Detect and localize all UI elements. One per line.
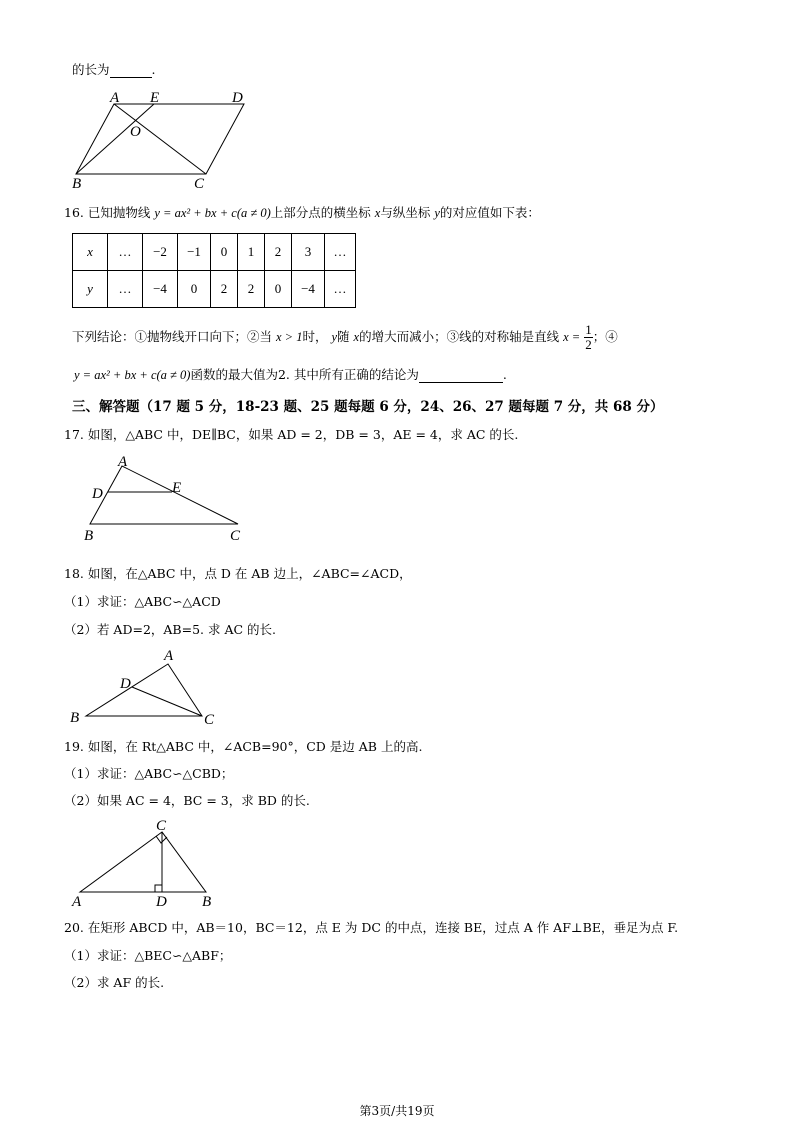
q16-line2 [74, 367, 507, 383]
label-c: C [230, 528, 241, 544]
label-c: C [156, 818, 167, 834]
q16-intro-mid: 上部分点的横坐标 [270, 205, 371, 220]
q19-text: 19. 如图，在 Rt△ABC 中，∠ACB=90°，CD 是边 AB 上的高. [64, 739, 423, 754]
label-d: D [120, 676, 131, 692]
table-cell: 0 [211, 234, 238, 271]
label-d: D [232, 90, 243, 106]
q18-part2: （2）若 AD=2，AB=5. 求 AC 的长. [64, 622, 276, 637]
q16-conclusions-mid3: 的增大而减小；③线的对称轴是直线 [359, 329, 560, 344]
q19-figure [70, 816, 220, 908]
q16-var-x-2: x [353, 330, 360, 344]
q17-text: 17. 如图，△ABC 中，DE∥BC，如果 AD = 2，DB = 3，AE = 4，求 AC 的长. [64, 427, 519, 442]
table-cell: 1 [238, 234, 265, 271]
triangle-abc [80, 832, 206, 892]
q16-intro [64, 205, 540, 221]
table-cell: −4 [292, 271, 325, 308]
label-d: D [156, 894, 167, 908]
section-heading: 三、解答题（17 题 5 分，18-23 题、25 题每题 6 分，24、26、27 题每题 7 分，共 68 分） [72, 399, 664, 415]
q16-conclusions-pre: 下列结论：①抛物线开口向下；②当 [72, 329, 273, 344]
label-e: E [172, 480, 182, 496]
q16-conclusions [72, 322, 618, 352]
table-cell: x [73, 234, 108, 271]
table-cell: … [108, 271, 143, 308]
table-row-x [73, 234, 356, 271]
q20-part2: （2）求 AF 的长. [64, 975, 165, 990]
table-cell: 3 [292, 234, 325, 271]
fraction-denominator: 2 [585, 337, 592, 352]
q16-var-x: x [374, 206, 381, 220]
q16-conclusions-mid2: 随 [337, 329, 350, 344]
table-cell: … [325, 234, 356, 271]
page-footer: 第3页/共19页 [359, 1104, 435, 1118]
table-cell: 0 [265, 271, 292, 308]
fraction-numerator: 1 [585, 322, 592, 337]
table-cell: 2 [238, 271, 265, 308]
q20-text: 20. 在矩形 ABCD 中，AB＝10，BC＝12，点 E 为 DC 的中点，连接 BE，过点 A 作 AF⊥BE，垂足为点 F. [64, 920, 679, 935]
q16-line2-val: 2 [277, 367, 286, 382]
q16-line2-end: . [502, 367, 507, 382]
table-cell: −1 [178, 234, 211, 271]
diagonal-ac [114, 104, 206, 174]
table-row-y [73, 271, 356, 308]
q15-tail-line [72, 62, 156, 78]
table-cell: 2 [211, 271, 238, 308]
q16-conclusions-mid: 时， [302, 329, 328, 344]
q16-axis-eq: x = [563, 330, 581, 344]
q16-answer-blank [419, 370, 503, 383]
table-cell: … [325, 271, 356, 308]
label-b: B [202, 894, 212, 908]
label-o: O [130, 124, 141, 140]
table-cell: … [108, 234, 143, 271]
segment-eb [76, 104, 154, 174]
q16-value-table [72, 233, 356, 308]
q19-part2: （2）如果 AC = 4，BC = 3，求 BD 的长. [64, 793, 310, 808]
table-cell: 0 [178, 271, 211, 308]
label-b: B [72, 176, 82, 192]
table-cell: −4 [143, 271, 178, 308]
table-cell: −2 [143, 234, 178, 271]
q16-intro-pre: 16. 已知抛物线 [64, 205, 151, 220]
table-cell: 2 [265, 234, 292, 271]
q16-line2-tail: . 其中所有正确的结论为 [285, 367, 419, 382]
label-e: E [150, 90, 160, 106]
label-b: B [84, 528, 94, 544]
q19-part1: （1）求证：△ABC∽△CBD； [64, 766, 234, 781]
q17-figure [82, 454, 250, 546]
q18-part1: （1）求证：△ABC∽△ACD [64, 594, 221, 609]
triangle-abc [90, 466, 238, 524]
q16-condition: x > 1 [276, 330, 303, 344]
q15-end: . [151, 62, 156, 77]
right-angle-mark-d [155, 885, 162, 892]
segment-dc [132, 687, 202, 716]
q20-part1: （1）求证：△BEC∽△ABF； [64, 948, 232, 963]
label-c: C [204, 712, 215, 728]
q16-intro-post: 的对应值如下表： [439, 205, 540, 220]
q16-var-y: y [434, 206, 440, 220]
q16-formula: y = ax² + bx + c(a ≠ 0) [154, 206, 271, 220]
label-d: D [92, 486, 103, 502]
triangle-abc [86, 664, 202, 716]
label-a: A [118, 454, 128, 470]
label-c: C [194, 176, 205, 192]
q16-var-y-2: y [331, 330, 338, 344]
q16-intro-mid2: 与纵坐标 [380, 205, 431, 220]
label-a: A [110, 90, 120, 106]
q18-figure [66, 644, 226, 728]
q15-figure [68, 86, 258, 192]
q15-answer-blank [110, 65, 152, 78]
label-a: A [72, 894, 82, 908]
q15-tail-text: 的长为 [72, 62, 110, 77]
q16-fraction [584, 323, 593, 352]
q16-line2-text: 函数的最大值为 [190, 367, 278, 382]
label-a: A [164, 648, 174, 664]
q16-conclusions-end: ；④ [592, 329, 618, 344]
table-cell: y [73, 271, 108, 308]
q18-text: 18. 如图，在△ABC 中，点 D 在 AB 边上，∠ABC=∠ACD， [64, 566, 412, 581]
label-b: B [70, 710, 80, 726]
q16-formula-2: y = ax² + bx + c(a ≠ 0) [74, 368, 191, 382]
